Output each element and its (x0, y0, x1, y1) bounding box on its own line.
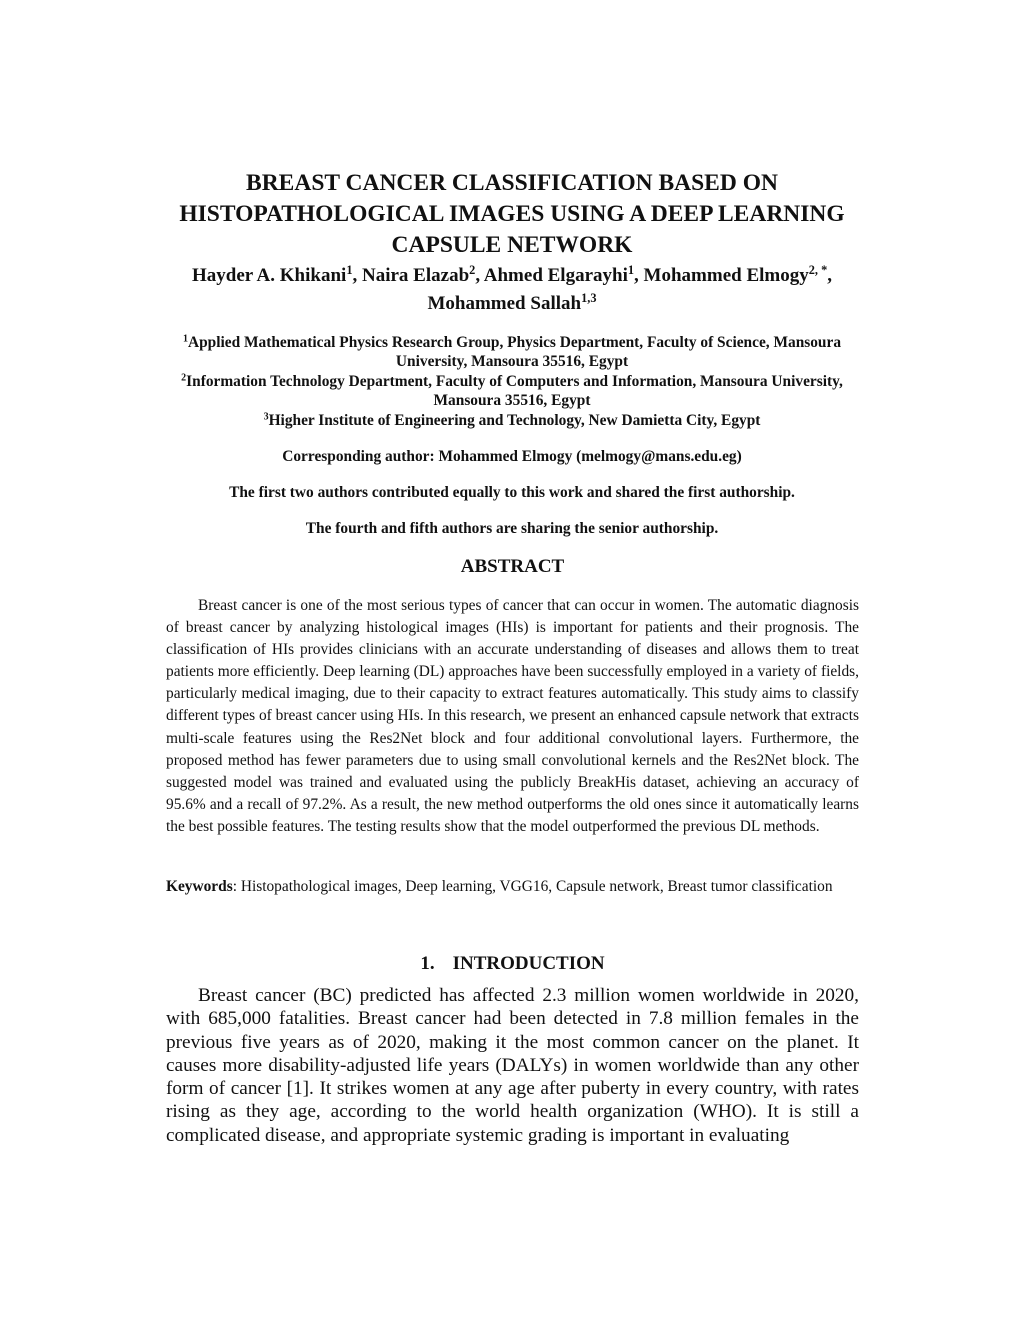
senior-authors-note: The fourth and fifth authors are sharing the senior authorship. (305, 520, 719, 537)
affiliation: $^2$Information Technology Department, Faculty of Computers and Information, Mansoura University, Mansoura 35516, Egypt (181, 372, 843, 410)
section-number: 1. (420, 953, 435, 974)
author: Naira Elazab$^2$, (362, 263, 484, 286)
author: Ahmed Elgarayhi$^1$, (483, 263, 644, 286)
affiliation: $^1$Applied Mathematical Physics Research Group, Physics Department, Faculty of Science, Mansoura University, Mansoura 35516, Egypt (182, 333, 842, 371)
keywords-label: Keywords (166, 878, 233, 895)
first-authors-note: The first two authors contributed equally to this work and shared the first authorship. (229, 484, 795, 501)
keywords-text: : Histopathological images, Deep learning, VGG16, Capsule network, Breast tumor classification (232, 878, 833, 895)
section-title: INTRODUCTION (452, 953, 605, 974)
paper-title: BREAST CANCER CLASSIFICATION BASED ON HISTOPATHOLOGICAL IMAGES USING A DEEP LEARNING CAPSULE NETWORK (179, 170, 845, 258)
section-heading-introduction (166, 952, 859, 976)
author: Mohammed Elmogy$^{2, *}$, (643, 263, 832, 286)
author-list (140, 262, 884, 318)
author: Hayder A. Khikani$^1$, (191, 263, 362, 286)
affiliations (150, 333, 874, 430)
introduction-text: Breast cancer (BC) predicted has affected 2.3 million women worldwide in 2020, with 685,000 fatalities. Breast cancer had been detected in 7.8 million females in the previous five years as of 2020, making it the most common cancer on the planet. It causes more disability-adjusted life years (DALYs) in women worldwide than any other form of cancer [1]. It strikes women at any age after puberty in every country, with rates rising as they age, according to the world health organization (WHO). It is still a complicated disease, and appropriate systemic grading is important in evaluating (166, 985, 859, 1146)
abstract-text: Breast cancer is one of the most serious types of cancer that can occur in women. The automatic diagnosis of breast cancer by analyzing histological images (HIs) is important for patients and their prognosis. The classification of HIs provides clinicians with an accurate understanding of diseases and allows them to treat patients more efficiently. Deep learning (DL) approaches have been successfully employed in a variety of fields, particularly medical imaging, due to their capacity to extract features automatically. This study aims to classify different types of breast cancer using HIs. In this research, we present an enhanced capsule network that extracts multi-scale features using the Res2Net block and four additional convolutional layers. Furthermore, the proposed method has fewer parameters due to using small convolutional kernels and the Res2Net block. The suggested model was trained and evaluated using the publicly BreakHis dataset, achieving an accuracy of 95.6% and a recall of 97.2%. As a result, the new method outperforms the old ones since it automatically learns the best possible features. The testing results show that the model outperformed the previous DL methods. (166, 597, 859, 835)
corresponding-author: Corresponding author: Mohammed Elmogy (melmogy@mans.edu.eg) (282, 448, 742, 465)
keywords (166, 877, 859, 897)
author: Mohammed Sallah$^{1,3}$ (427, 291, 597, 314)
abstract-heading: ABSTRACT (460, 556, 565, 577)
affiliation: $^3$Higher Institute of Engineering and Technology, New Damietta City, Egypt (263, 411, 761, 429)
